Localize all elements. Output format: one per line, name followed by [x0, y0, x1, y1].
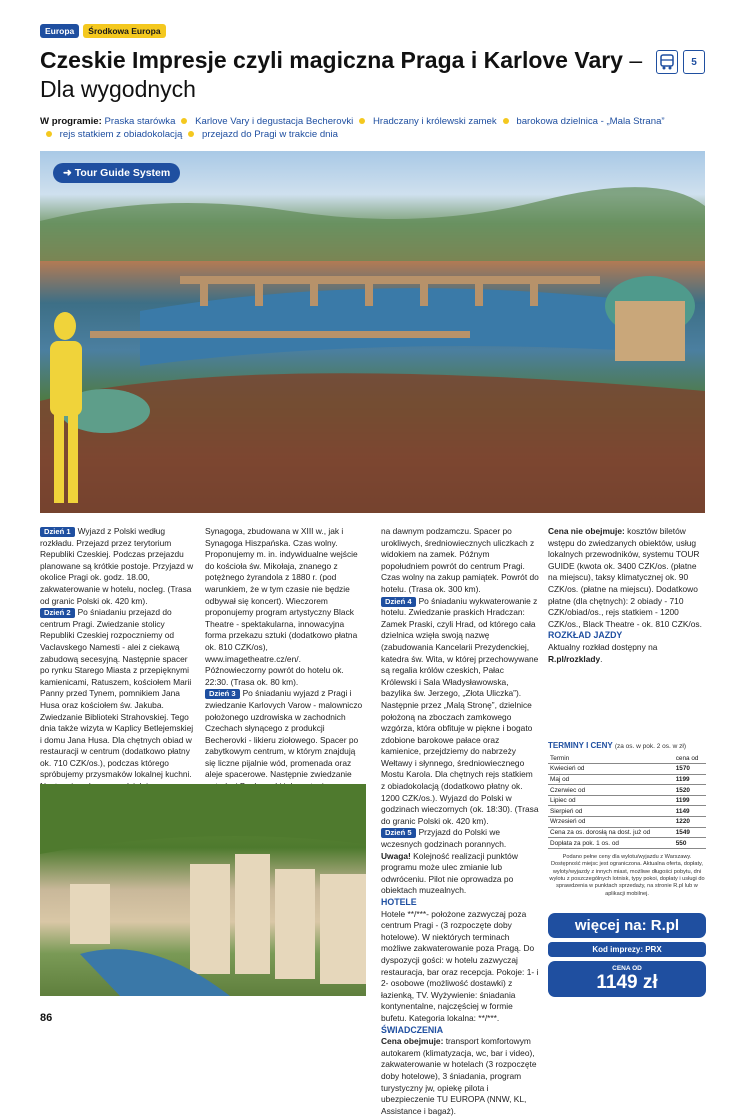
terms-title-text: TERMINY I CENY	[548, 741, 613, 750]
bus-icon	[656, 50, 678, 74]
extra-label: Dopłata za pok. 1 os. od	[548, 838, 674, 849]
title-suffix: – Dla wygodnych	[40, 47, 643, 102]
day-badge: Dzień 1	[40, 527, 75, 537]
program-list	[40, 115, 710, 141]
terms-title	[548, 741, 706, 750]
region-tag[interactable]: Europa	[40, 24, 79, 38]
services-heading: ŚWIADCZENIA	[381, 1024, 444, 1035]
row-month: Maj od	[548, 774, 674, 785]
hotel-text: Hotele **/***- położone zazwyczaj poza centrum Pragi - (3 rozpoczęte doby hotelowe). W niektórych terminach możliwe zakwaterowanie poza Pragą. Do dyspozycji gości: w hotelu zazwyczaj restauracja, bar oraz recepcja. Pokoje: 1- i 2- osobowe (możliwość dostawki) z łazienką, TV. Wyżywienie: śniadania kontynentalne, najczęściej w formie bufetu. Kategoria lokalna: **/***.	[381, 908, 539, 1023]
karlovy-vary-photo	[40, 784, 366, 996]
page-title	[40, 46, 650, 104]
itinerary-column-4	[548, 526, 706, 665]
more-info-button[interactable]: więcej na: R.pl	[548, 913, 706, 938]
included-text: transport komfortowym autokarem (klimatyzacja, wc, bar i video), zakwaterowanie w hotelach (3 rozpoczęte doby hotelowe), 3 śniadania, program turystyczny jw, opiekę pilota i ubezpieczenie TU EUROPA (NNW, KL, Assistance i bagaż).	[381, 1036, 537, 1116]
table-row[interactable]	[548, 774, 706, 785]
hotel-heading: HOTELE	[381, 897, 417, 907]
price-value: 1149 zł	[596, 972, 658, 993]
row-price: 1199	[674, 774, 706, 785]
region-tags	[40, 24, 166, 38]
row-price: 1199	[674, 795, 706, 806]
program-item: przejazd do Pragi w trakcie dnia	[202, 129, 338, 140]
excluded-label: Cena nie obejmuje:	[548, 526, 625, 536]
row-month: Sierpień od	[548, 806, 674, 817]
day-badge: Dzień 4	[381, 597, 416, 607]
included-label: Cena obejmuje:	[381, 1036, 444, 1047]
terms-subtitle: (za os. w pok. 2 os. w zł)	[614, 743, 687, 750]
terms-and-prices	[548, 741, 706, 898]
bullet-icon	[359, 118, 365, 124]
row-month: Kwiecień od	[548, 764, 674, 775]
day-badge: Dzień 5	[381, 828, 416, 838]
table-row[interactable]	[548, 806, 706, 817]
day-badge: Dzień 3	[205, 689, 240, 699]
row-price: 1520	[674, 785, 706, 796]
table-row	[548, 838, 706, 849]
tour-code-badge: Kod imprezy: PRX	[548, 942, 706, 957]
extra-label: Cena za os. dorosłą na dost. już od	[548, 827, 674, 838]
price-table	[548, 753, 706, 849]
program-item: Praska starówka	[104, 116, 176, 127]
bullet-icon	[188, 131, 194, 137]
day-badge: Dzień 2	[40, 608, 75, 618]
schedule-link[interactable]: R.pl/rozklady	[548, 653, 601, 664]
row-month: Wrzesień od	[548, 817, 674, 828]
table-row	[548, 827, 706, 838]
row-month: Lipiec od	[548, 795, 674, 806]
program-item: rejs statkiem z obiadokolacją	[59, 129, 183, 140]
day-text: Przyjazd do Polski we wczesnych godzinach porannych.	[381, 827, 507, 850]
itinerary-column-3	[381, 526, 539, 1117]
itinerary-column-1	[40, 526, 196, 816]
extra-value: 550	[674, 838, 706, 849]
schedule-heading: ROZKŁAD JAZDY	[548, 630, 623, 641]
subregion-tag[interactable]: Środkowa Europa	[83, 24, 165, 38]
table-row[interactable]	[548, 764, 706, 775]
row-price: 1570	[674, 764, 706, 775]
hero-photo-prague	[40, 151, 705, 513]
terms-note: Podano pełne ceny dla wylotu/wyjazdu z Warszawy. Dostępność miejsc jest ograniczona. Aktualna oferta, dopłaty, wyloty/wyjazdy z innych miast, możliwe długości pobytu, dni wylotu z poszczególnych lotnisk, typy pokoi, dopłaty i usługi do sprawdzenia w punktach sprzedaży, na stronie R.pl lub w aplikacji mobilnej.	[549, 853, 705, 897]
program-item: Karlove Vary i degustacja Becherovki	[195, 116, 354, 127]
excluded-text: kosztów biletów wstępu do zwiedzanych obiektów, usług lokalnych przewodników, systemu TOUR GUIDE (kwota ok. 3400 CZK/os. (płatne na miejscu), taksy klimatycznej ok. 90 CZK/os. (płatne na miejscu). Dodatkowo płatne (dla chętnych): 2 obiady - 710 CZK/obiad/os., rejs statkiem - 1200 CZK/os., Black Theatre - ok. 810 CZK/os.	[548, 526, 702, 629]
bullet-icon	[46, 131, 52, 137]
prague-illustration	[40, 151, 705, 513]
title-main: Czeskie Impresje czyli magiczna Praga i Karlove Vary	[40, 47, 623, 73]
karlovy-vary-illustration	[40, 784, 366, 996]
day-text: Po śniadaniu wyjazd z Pragi i zwiedzanie Karlovych Varow - malowniczo położonego uzdrowiska w zachodnich Czechach słynącego z produkcji Becherovki - likieru ziołowego. Spacer po zabytkowym centrum, w którym znajdują się liczne pijalnie wód, promenada oraz aleje spacerowe. Następnie zwiedzanie	[205, 688, 363, 780]
tour-guide-badge[interactable]: ➜ Tour Guide System	[53, 163, 180, 183]
trip-icons	[656, 50, 705, 74]
row-month: Czerwiec od	[548, 785, 674, 796]
page-number: 86	[40, 1012, 53, 1024]
schedule-text: Aktualny rozkład dostępny na	[548, 641, 658, 652]
table-row[interactable]	[548, 817, 706, 828]
program-item: barokowa dzielnica - „Mala Strana”	[516, 116, 665, 127]
day-text: Synagoga, zbudowana w XIII w., jak i Synagoga Hiszpańska. Czas wolny. Proponujemy m. in. indywidualne wejście do kościoła św. Mikołaja, znanego z potężnego żyrandola z 1880 r. (pod warunkiem, że w tym czasie nie będzie odbywał się koncert). Wieczorem proponujemy program artystyczny Black Theatre - spektakularna, innowacyjna forma przekazu sztuki (dodatkowo płatna ok. 810 CZK/os), www.imagetheatre.cz/en/. Późnowieczorny powrót do hotelu ok. 22:30. (Trasa ok. 80 km).	[205, 526, 358, 687]
bullet-icon	[503, 118, 509, 124]
program-label: W programie:	[40, 116, 102, 127]
note-label: Uwaga!	[381, 850, 411, 861]
extra-value: 1549	[674, 827, 706, 838]
day-text: Po śniadaniu wykwaterowanie z hotelu. Zwiedzanie praskich Hradczan: Zamek Praski, czyli Hrad, od którego cała dzielnica wzięła swoją nazwę (zabudowania Kancelarii Prezydenckiej, katedra św. Wita, w której przechowywane są regalia królów czeskich, Pałac Królewski i Sala Władysławowska, bazylika św. Jerzego, „Złota Uliczka”). Następnie przez „Malą Stronę”, dzielnice położoną na zboczach zamkowego wzgórza, która obfituje w piękne i bogato zdobione barokowe pałace oraz kamienice, przejdziemy do nabrzeży Wełtawy i słynnego, średniowiecznego Mostu Karola. Dla chętnych rejs statkiem z obiadokolacją (dodatkowo płatny ok. 1200 CZK/os.). Wyjazd do Polski w godzinach wieczornych (ok. 18:30). (Trasa do granic Polski ok. 420 km).	[381, 595, 539, 826]
day-text: na dawnym podzamczu. Spacer po urokliwych, średniowiecznych uliczkach z widokiem na zamek. Późnym popołudniem powrót do centrum Pragi. Czas wolny na zakup pamiątek. Powrót do hotelu. (Trasa ok. 300 km).	[381, 526, 539, 594]
price-badge[interactable]	[548, 961, 706, 997]
table-header	[548, 753, 706, 764]
day-text: Wyjazd z Polski według rozkładu. Przejazd przez terytorium Republiki Czeskiej. Podczas przejazdu planowane są krótkie postoje. Przyjazd w okolice Pragi ok. godz. 18.00, zakwaterowanie w hotelu, nocleg. (Trasa od granic Polski ok. 420 km).	[40, 526, 194, 606]
calendar-icon	[683, 50, 705, 74]
table-row[interactable]	[548, 795, 706, 806]
price-label: CENA OD	[612, 965, 642, 972]
table-row[interactable]	[548, 785, 706, 796]
row-price: 1220	[674, 817, 706, 828]
day-text: Po śniadaniu przejazd do centrum Pragi. Zwiedzanie stolicy Republiki Czeskiej rozpoczniemy od Vaclavskego Namesti - alei z ciekawą zabudową secesyjną. Następnie spacer po rynku Starego Miasta z przepięknymi kamienicami, Ratuszem, kościołem Marii Panny przed Tynem, pomnikiem Jana Husa oraz kościołem św. Jakuba. Zwiedzanie Biblioteki Strahovskiej. Tego dnia także wizyta w Kaplicy Betlejemskiej i domu Jana Husa. Dla chętnych obiad w restauracji w centrum (dodatkowo płatny ok. 710 CZK/os.), podczas którego spróbujemy przysmaków lokalnej kuchni.	[40, 607, 194, 780]
note-text: Kolejność realizacji punktów programu może ulec zmianie lub odwróceniu. Pilot nie oprowadza po obiektach muzealnych.	[381, 850, 518, 896]
days-count: 5	[691, 56, 697, 68]
schedule-text-end: .	[600, 653, 603, 664]
header-price: cena od	[674, 753, 706, 764]
bullet-icon	[181, 118, 187, 124]
header-term: Termin	[548, 753, 674, 764]
program-item: Hradczany i królewski zamek	[372, 116, 497, 127]
row-price: 1149	[674, 806, 706, 817]
